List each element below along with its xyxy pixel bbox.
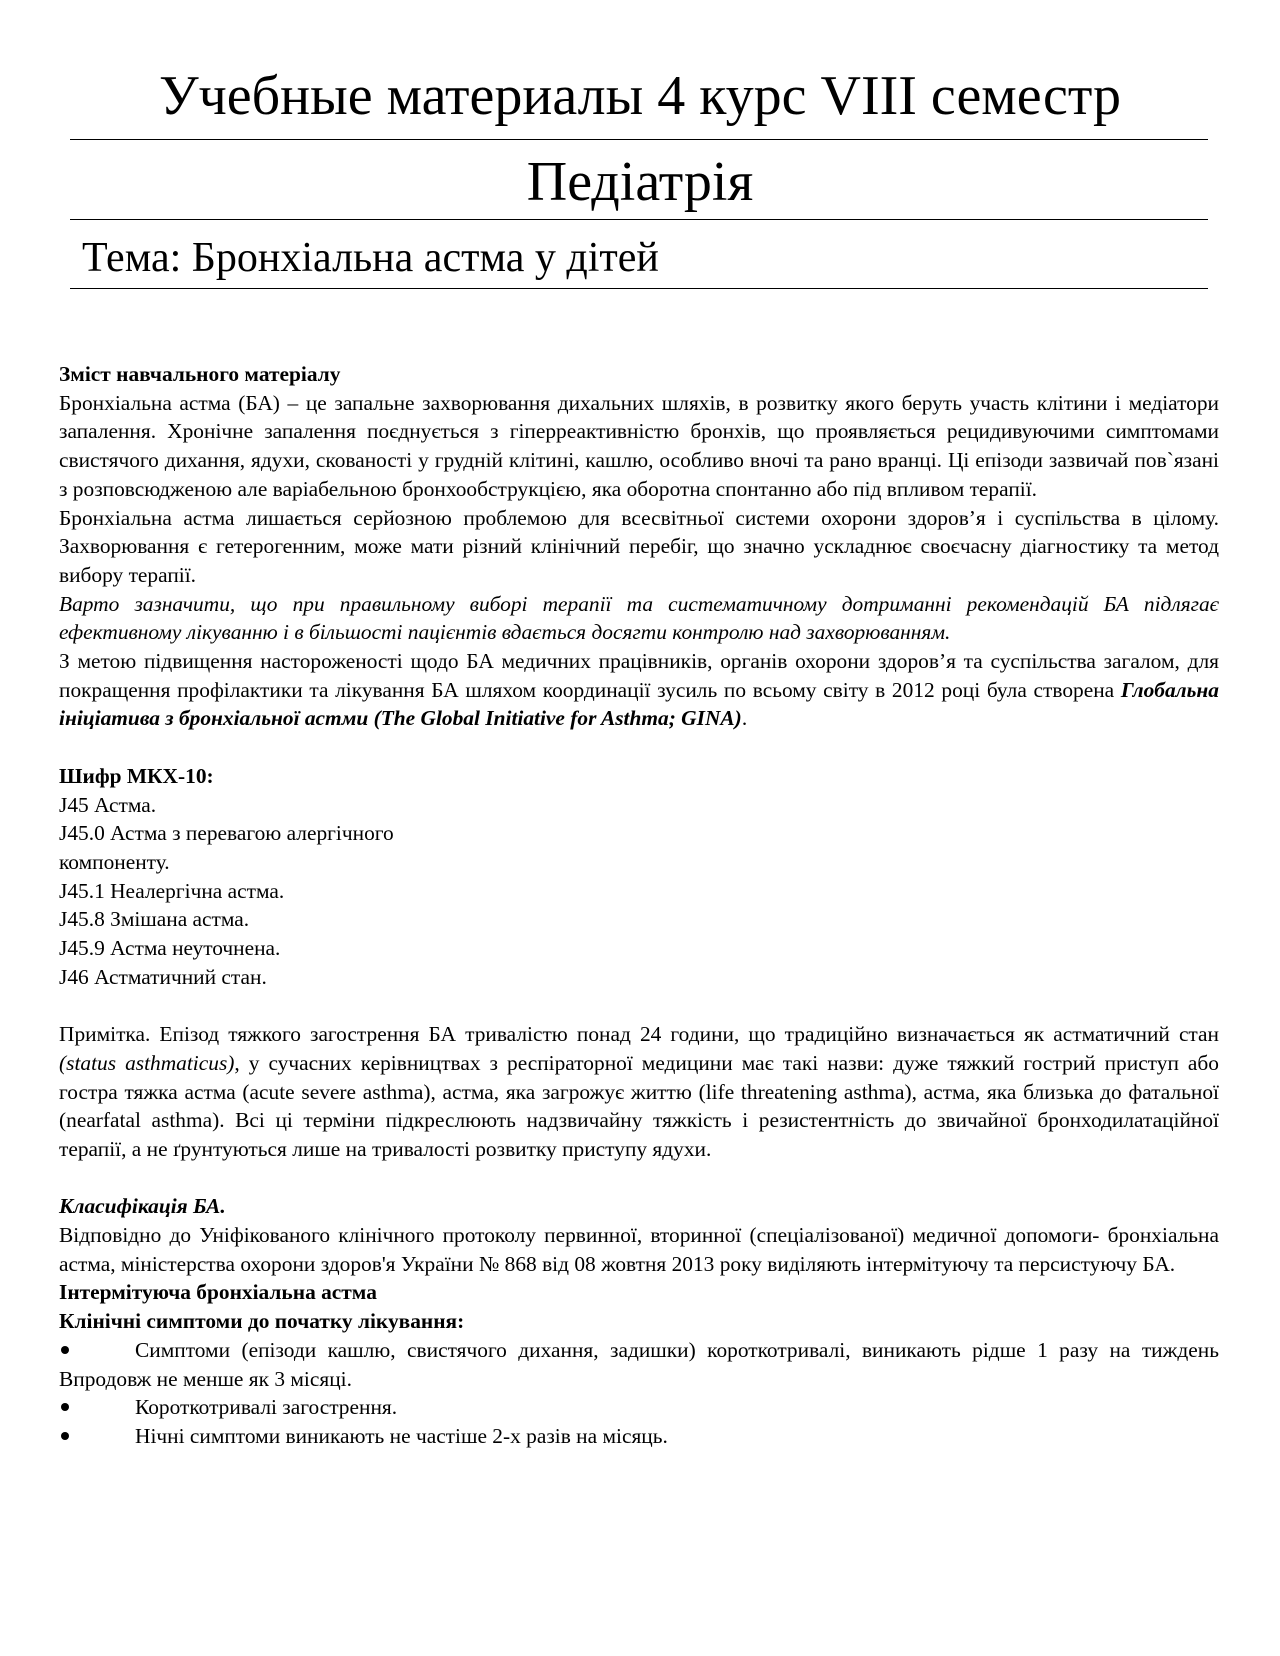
icd-item: J45.8 Змішана астма. [59,907,250,932]
icd-heading: Шифр МКХ-10: [59,763,214,788]
divider [70,219,1208,220]
italic-paragraph: Варто зазначити, що при правильному виборі терапії та систематичному дотриманні рекомендацій БА підлягає ефективному лікуванню і в більшості пацієнтів вдається досягти контролю над захворюванням. [59,591,1219,645]
symptoms-heading: Клінічні симптоми до початку лікування: [59,1309,465,1334]
section-heading: Зміст навчального матеріалу [59,362,341,386]
icd-item: J45.9 Астма неуточнена. [59,936,281,961]
note-paragraph [59,1020,1219,1164]
subheading: Інтермітуюча бронхіальна астма [59,1280,377,1305]
bullet-item [59,1336,1219,1393]
subject-title: Педіатрія [526,151,754,213]
paragraph: Бронхіальна астма лишається серйозною проблемою для всесвітньої системи охорони здоров’я і суспільства в цілому. Захворювання є гетерогенним, може мати різний клінічний перебіг, що значно ускладнює своєчасну діагностику та метод вибору терапії. [59,505,1219,587]
bullet-icon [59,1393,135,1422]
paragraph: Бронхіальна астма (БА) – це запальне захворювання дихальних шляхів, в розвитку якого беруть участь клітини і медіатори запалення. Хронічне запалення поєднується з гіперреактивністю бронхів, що проявляється рецидивуючими симптомами свистячого дихання, ядухи, скованості у грудній клітині, кашлю, особливо вночі та рано вранці. Ці епізоди зазвичай пов`язані з розповсюдженою але варіабельною бронхообструкцією, яка оборотна спонтанно або під впливом терапії. [59,390,1219,501]
bullet-item [59,1393,1219,1422]
icd-item: J45.0 Астма з перевагою алергічного компоненту. [59,821,394,874]
classification-heading: Класифікація БА. [59,1194,226,1219]
icd-item: J45 Астма. [59,792,157,817]
document-body [59,360,1219,1451]
text: З метою підвищення настороженості щодо БА медичних працівників, органів охорони здоров’я та суспільства загалом, для покращення профілактики та лікування БА шляхом координації зусиль по всьому світу в 2012 році була створена [59,649,1219,702]
icd-item: J45.1 Неалергічна астма. [59,878,285,903]
italic-term: (status asthmaticus) [59,1050,235,1075]
divider [70,139,1208,140]
text: Примітка. Епізод тяжкого загострення БА тривалістю понад 24 години, що традиційно визначається як астматичний стан [59,1022,1219,1047]
gina-name: Глобальна ініціатива з бронхіальної астми (The Global Initiative for Asthma; GINA) [59,677,1219,731]
bullet-text: Короткотривалі загострення. [135,1395,398,1420]
paragraph [59,647,1219,733]
bullet-icon [59,1422,135,1451]
bullet-text: Симптоми (епізоди кашлю, свистячого дихання, задишки) короткотривалі, виникають рідше 1 разу на тиждень Впродовж не менше як 3 місяці. [59,1337,1219,1391]
paragraph: Відповідно до Уніфікованого клінічного протоколу первинної, вторинної (спеціалізованої) медичної допомоги- бронхіальна астма, міністерства охорони здоров'я України № 868 від 08 жовтня 2013 року виділяють інтермітуючу та персистуючу БА. [59,1223,1219,1276]
divider [70,288,1208,289]
icd-item: J46 Астматичний стан. [59,964,267,989]
text: , у сучасних керівництвах з респіраторної медицини має такі назви: дуже тяжкий гострий приступ або гостра тяжка астма (acute severe asthma), астма, яка загрожує життю (life threatening asthma), астма, яка близька до фатальної (nearfatal asthma). Всі ці терміни підкреслюють надзвичайну тяжкість і резистентність до звичайної бронходилатаційної терапії, а не ґрунтуються лише на тривалості розвитку приступу ядухи. [59,1050,1219,1161]
bullet-icon [59,1336,135,1365]
course-title: Учебные материалы 4 курс VIII семестр [158,65,1122,127]
topic-title: Тема: Бронхіальна астма у дітей [82,235,659,281]
bullet-item [59,1422,1219,1451]
bullet-text: Нічні симптоми виникають не частіше 2-х разів на місяць. [135,1423,668,1448]
text: . [741,706,748,731]
